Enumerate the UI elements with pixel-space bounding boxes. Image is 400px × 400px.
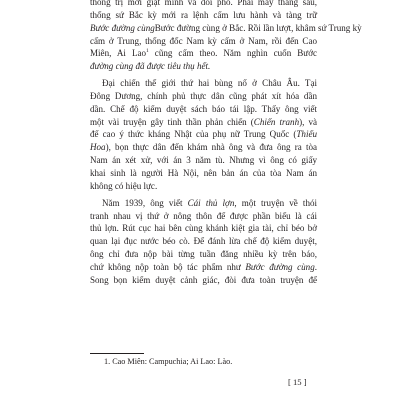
text-fragment: một vài truyện gây tinh thần phản chiến (	[90, 116, 254, 127]
text-fragment: , một truyện về thói	[234, 197, 318, 208]
text-line	[90, 261, 317, 274]
text-fragment: Miên, Ai Lao	[90, 48, 147, 59]
book-title: Bước đường cùng	[245, 261, 315, 272]
text-line: Song bọn kiểm duyệt cảnh giác, đòi đưa toàn truyện để	[90, 274, 317, 285]
text-line: Nam án xét xử, với án 3 năm tù. Nhưng vì ông có giấy	[90, 155, 317, 166]
text-fragment: để cao ý thức kháng Nhật của phụ nữ Trung Quốc (	[90, 129, 297, 140]
text-line: thống trị mới giật mình và đối phó. Phải mấy tháng sau,	[90, 0, 317, 7]
text-line: dần. Chế độ kiểm duyệt sách báo tái lập. Thấy ông viết	[90, 103, 317, 114]
text-line	[90, 197, 317, 210]
text-fragment: cũng cấm theo. Năm nghìn cuốn Bước	[148, 48, 317, 59]
text-line	[90, 128, 317, 141]
footnote-marker: 1	[146, 48, 149, 55]
text-fragment: ), và	[299, 116, 317, 127]
text-line: khai sinh là người Hà Nội, nên bản án của tòa Nam án	[90, 167, 317, 178]
text-fragment: .	[314, 261, 317, 272]
text-line: thủ lợn. Rút cục hai bên cùng khánh kiệt gia tài, chỉ béo bở	[90, 223, 317, 234]
footnote: 1. Cao Miên: Campuchia; Ai Lao: Lào.	[104, 357, 233, 366]
paragraph-1	[90, 0, 362, 73]
body-text	[90, 0, 362, 287]
text-line: Đông Dương, chính phủ thực dân cũng phát xít hóa dần	[90, 90, 317, 101]
book-title: Bước đường cùng	[90, 22, 155, 33]
text-line: thống sứ Bắc kỳ mới ra lệnh cấm lưu hành và tàng trữ	[90, 9, 317, 20]
text-line: Đại chiến thế giới thứ hai bùng nổ ở Châu Âu. Tại	[102, 78, 317, 89]
text-line	[90, 116, 317, 129]
text-line: cấm ở Trung, thống đốc Nam kỳ cấm ở Nam, rồi đến Cao	[90, 35, 317, 46]
text-line: quan lại đục nước béo cò. Để đánh lừa chế độ kiểm duyệt,	[90, 236, 317, 247]
story-title: Thiếu	[296, 129, 317, 140]
text-line: không có hiệu lực.	[90, 180, 158, 191]
page-number: [ 15 ]	[288, 377, 307, 387]
text-line	[90, 141, 317, 154]
text-fragment: ), bọn thực dân đến khám nhà ông và đưa ông ra tòa	[105, 142, 317, 153]
story-title: Hoa	[90, 142, 106, 153]
footnote-divider	[90, 353, 144, 354]
story-title: Chiến tranh	[253, 116, 300, 127]
text-fragment: đường cùng đã được tiêu thụ hết.	[90, 61, 211, 72]
text-fragment: Năm 1939, ông viết	[102, 197, 188, 208]
story-title: Cái thủ lợn	[187, 197, 235, 208]
paragraph-3	[90, 197, 317, 287]
text-fragment: Bước đường cùng ở Bắc. Rồi lần lượt, khâm sứ Trung kỳ	[154, 22, 362, 33]
paragraph-2	[90, 77, 317, 193]
text-line: tranh nhau vị thứ ở nông thôn để được phần biếu là cái	[90, 210, 317, 221]
text-line	[90, 60, 317, 73]
text-line: ông chỉ đưa nộp bài từng tuần đăng nhiều kỳ trên báo,	[90, 249, 317, 260]
text-line	[90, 47, 317, 60]
text-line	[90, 22, 362, 35]
text-fragment: chứ không nộp toàn bộ tác phẩm như	[90, 261, 246, 272]
